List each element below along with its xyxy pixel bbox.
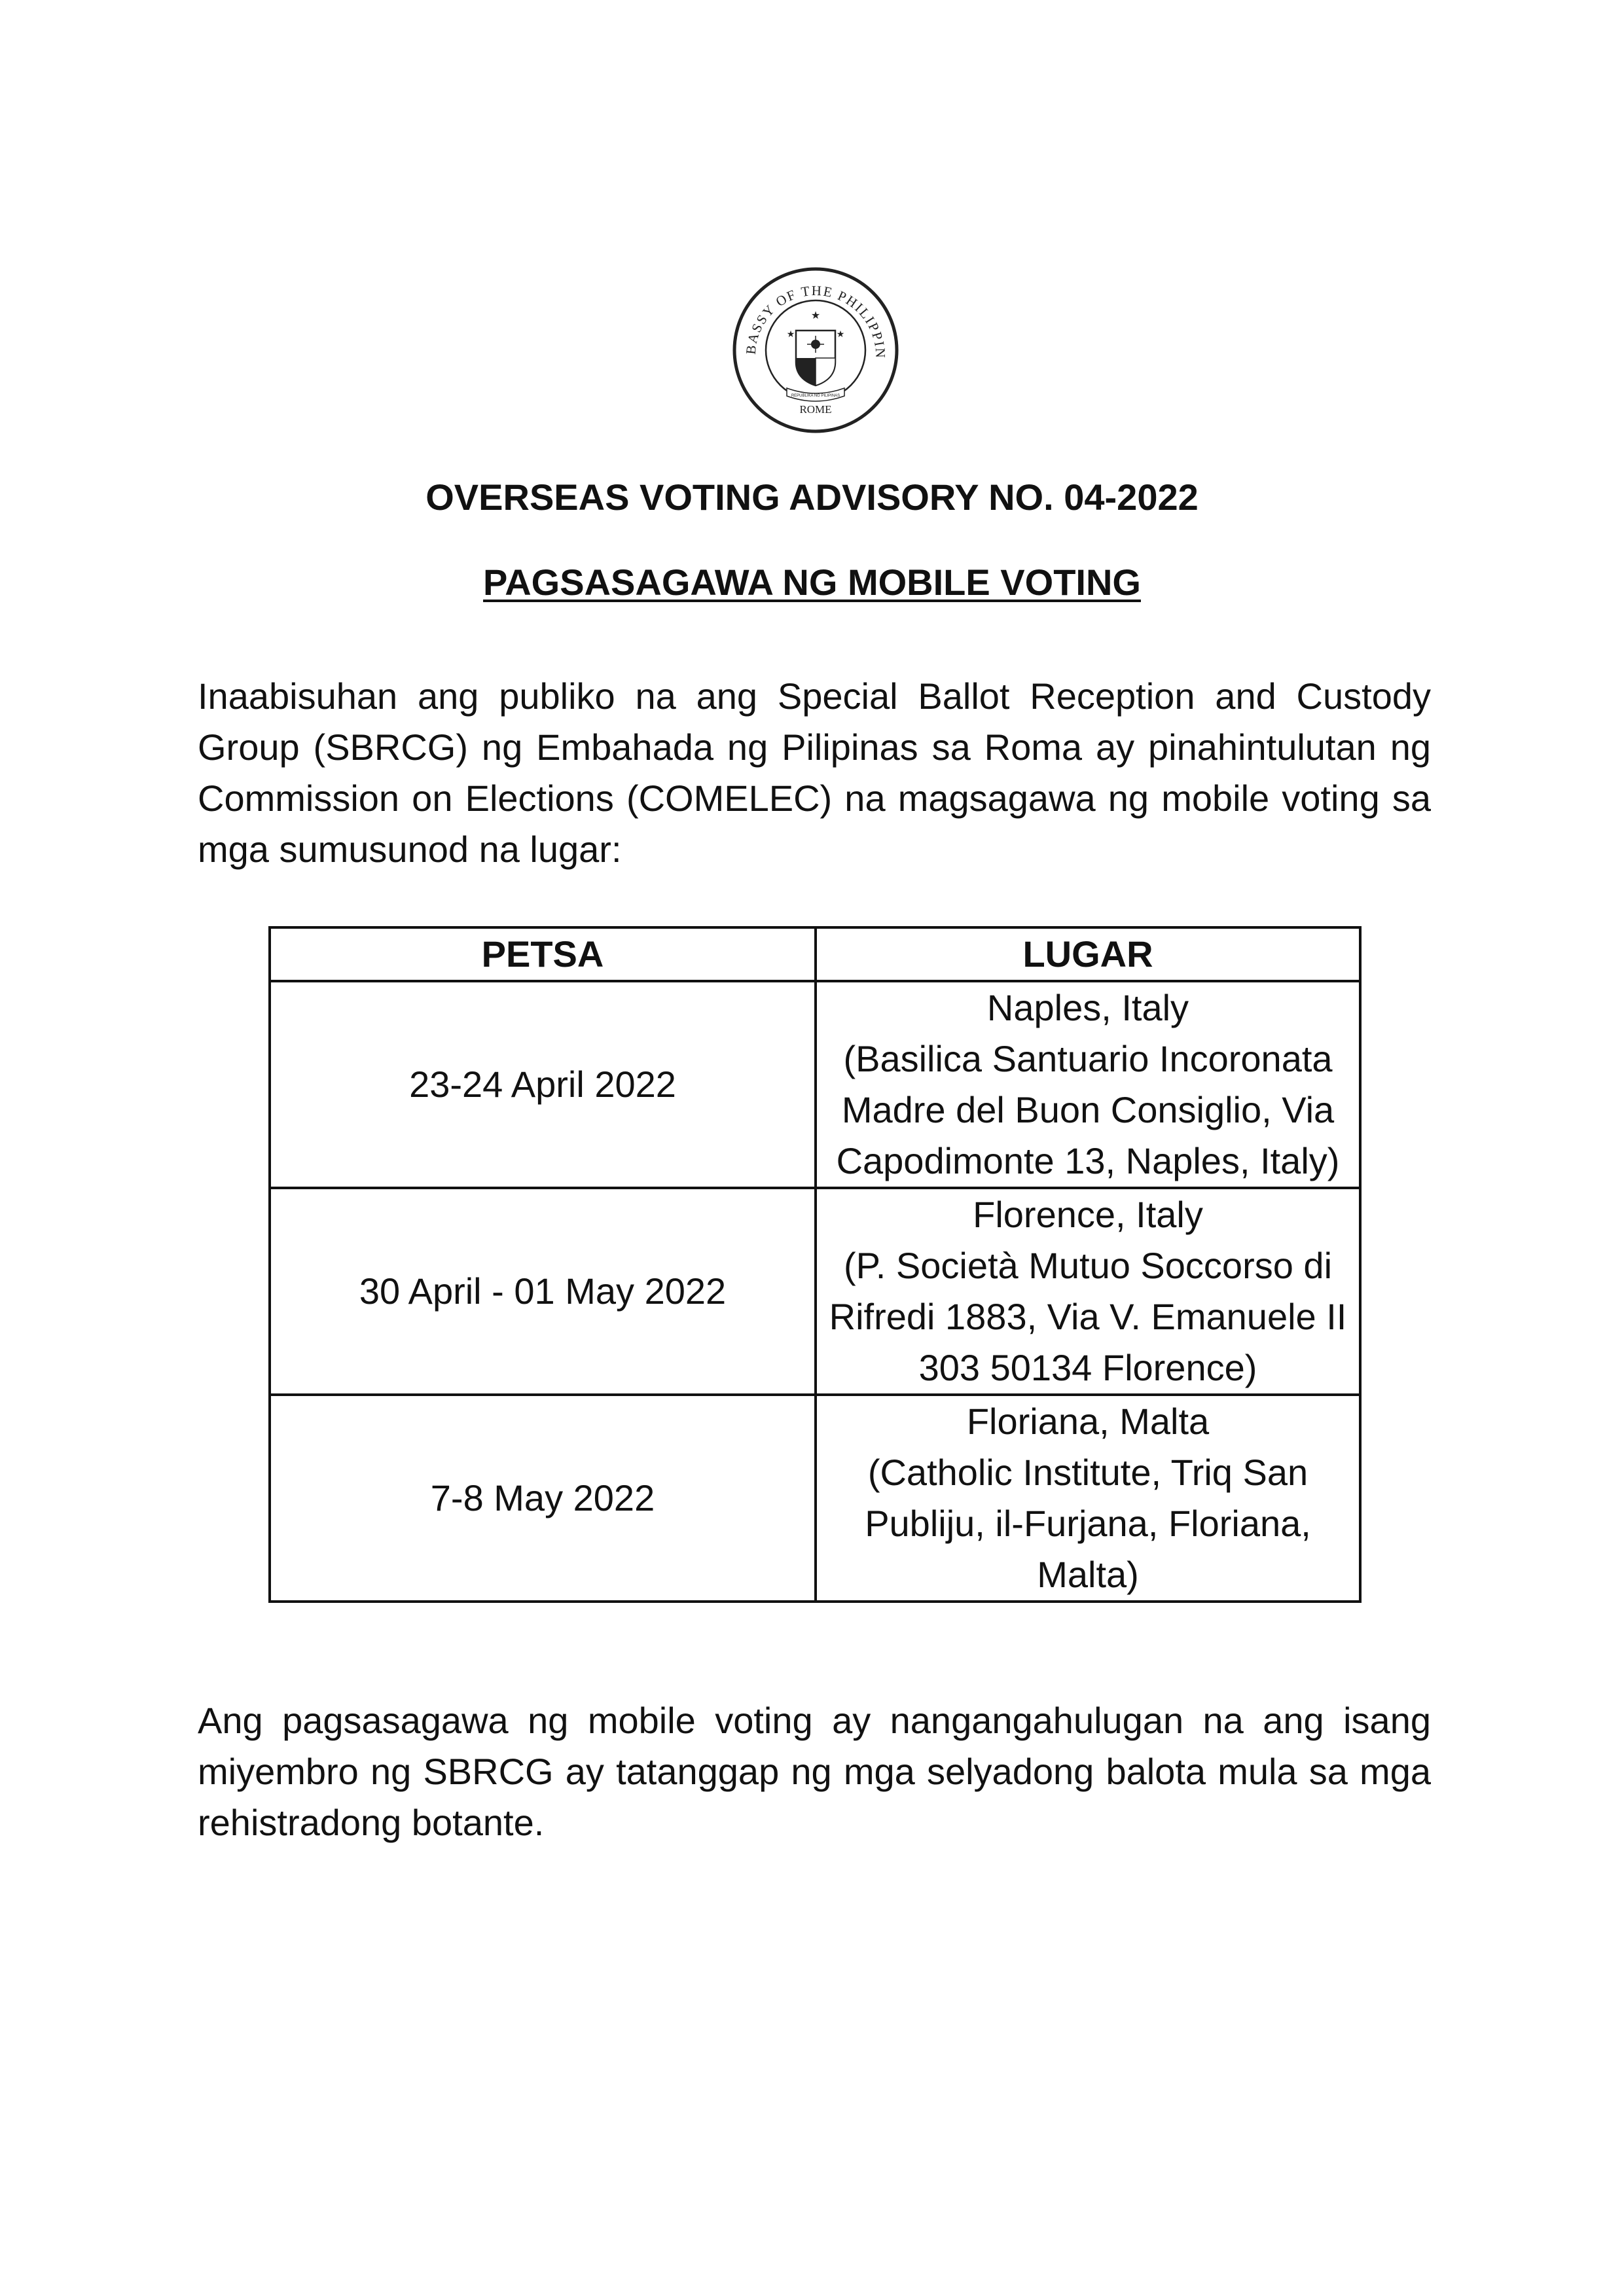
schedule-place-cell [816, 981, 1360, 1188]
table-row [270, 1188, 1360, 1395]
advisory-subtitle: PAGSASAGAWA NG MOBILE VOTING [483, 562, 1141, 603]
schedule-date-cell: 30 April - 01 May 2022 [270, 1188, 816, 1395]
place-city: Floriana, Malta [966, 1401, 1210, 1442]
schedule-date-cell: 7-8 May 2022 [270, 1395, 816, 1602]
place-city: Florence, Italy [973, 1194, 1203, 1235]
seal-star-icon: ★ [810, 310, 821, 321]
seal-shield [796, 331, 835, 386]
embassy-seal-graphic [731, 265, 901, 435]
advisory-title: OVERSEAS VOTING ADVISORY NO. 04-2022 [425, 476, 1199, 518]
column-header-date: PETSA [270, 927, 816, 981]
place-address: (Catholic Institute, Triq San Publiju, il-Furjana, Floriana, Malta) [865, 1452, 1311, 1595]
table-row [270, 1395, 1360, 1602]
closing-paragraph: Ang pagsasagawa ng mobile voting ay nangangahulugan na ang isang miyembro ng SBRCG ay tatanggap ng mga selyadong balota mula sa mga rehistradong botante. [198, 1700, 1431, 1843]
intro-paragraph: Inaabisuhan ang publiko na ang Special Ballot Reception and Custody Group (SBRCG) ng Embahada ng Pilipinas sa Roma ay pinahintulutan ng Commission on Elections (COMELEC) na magsagawa ng mobile voting sa mga sumusunod na lugar: [198, 675, 1431, 870]
seal-star-icon: ★ [786, 329, 795, 339]
embassy-seal [731, 265, 901, 435]
seal-ribbon-text: REPUBLIKA NG PILIPINAS [791, 394, 840, 398]
seal-star-icon: ★ [836, 329, 845, 339]
schedule-place-cell [816, 1395, 1360, 1602]
schedule-place-cell [816, 1188, 1360, 1395]
schedule-date-cell: 23-24 April 2022 [270, 981, 816, 1188]
seal-bottom-text: ROME [799, 403, 832, 416]
place-city: Naples, Italy [986, 987, 1189, 1028]
place-address: (Basilica Santuario Incoronata Madre del Buon Consiglio, Via Capodimonte 13, Naples, Italy) [836, 1038, 1340, 1181]
table-row [270, 981, 1360, 1188]
table-header-row [270, 927, 1360, 981]
place-address: (P. Società Mutuo Soccorso di Rifredi 1883, Via V. Emanuele II 303 50134 Florence) [829, 1245, 1347, 1388]
column-header-place: LUGAR [816, 927, 1360, 981]
mobile-voting-schedule-table [268, 926, 1362, 1603]
seal-top-text: BASSY OF THE PHILIPPIN [742, 282, 889, 360]
